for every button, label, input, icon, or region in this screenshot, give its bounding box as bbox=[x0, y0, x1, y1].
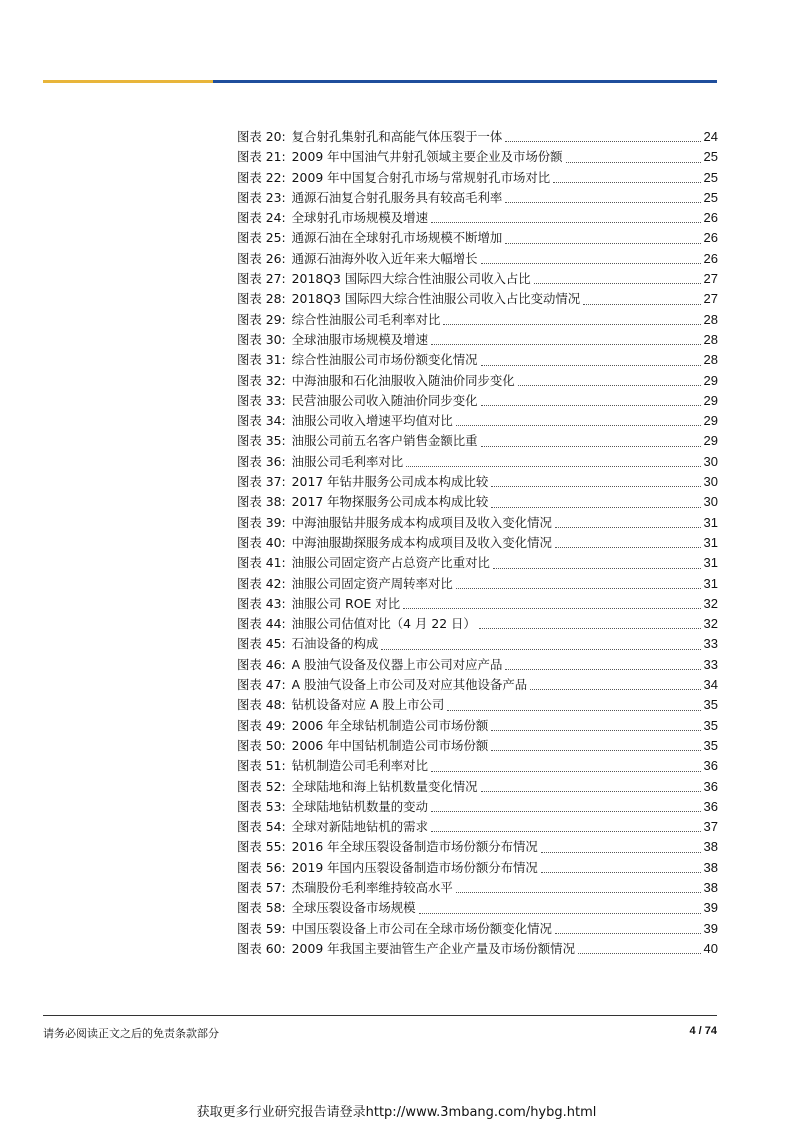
toc-entry-page: 31 bbox=[703, 534, 718, 550]
toc-entry-page: 36 bbox=[703, 758, 718, 774]
toc-entry-page: 26 bbox=[703, 250, 718, 266]
toc-entry-title: 全球压裂设备市场规模 bbox=[291, 900, 416, 916]
toc-entry[interactable] bbox=[237, 655, 718, 675]
toc-entry[interactable] bbox=[237, 797, 718, 817]
toc-entry-page: 35 bbox=[703, 697, 718, 713]
toc-entry[interactable] bbox=[237, 614, 718, 634]
toc-entry-label: 图表 56: bbox=[237, 859, 286, 875]
toc-entry-label: 图表 52: bbox=[237, 778, 286, 794]
toc-entry[interactable] bbox=[237, 837, 718, 857]
toc-dot-leader bbox=[541, 871, 701, 873]
toc-entry-page: 39 bbox=[703, 920, 718, 936]
toc-entry-title: 综合性油服公司市场份额变化情况 bbox=[291, 352, 478, 368]
toc-entry-page: 31 bbox=[703, 514, 718, 530]
toc-entry-page: 30 bbox=[703, 453, 718, 469]
toc-dot-leader bbox=[431, 810, 701, 812]
toc-entry-page: 32 bbox=[703, 595, 718, 611]
toc-dot-leader bbox=[566, 161, 701, 163]
toc-entry-title: 复合射孔集射孔和高能气体压裂于一体 bbox=[291, 129, 503, 144]
toc-entry-title: 通源石油海外收入近年来大幅增长 bbox=[291, 250, 478, 266]
toc-entry[interactable] bbox=[237, 898, 718, 918]
toc-entry-title: 通源石油在全球射孔市场规模不断增加 bbox=[291, 230, 503, 246]
toc-entry-label: 图表 30: bbox=[237, 331, 286, 347]
toc-dot-leader bbox=[505, 201, 700, 203]
toc-entry-title: 石油设备的构成 bbox=[291, 636, 379, 652]
toc-dot-leader bbox=[431, 830, 701, 832]
toc-entry-title: 2019 年国内压裂设备制造市场份额分布情况 bbox=[291, 859, 538, 875]
toc-entry-label: 图表 51: bbox=[237, 758, 286, 774]
toc-entry-title: 中海油服和石化油服收入随油价同步变化 bbox=[291, 372, 515, 388]
toc-entry-page: 29 bbox=[703, 433, 718, 449]
toc-entry-title: 2009 年中国复合射孔市场与常规射孔市场对比 bbox=[291, 169, 551, 185]
toc-entry[interactable] bbox=[237, 371, 718, 391]
toc-entry-page: 37 bbox=[703, 819, 718, 835]
toc-entry-label: 图表 43: bbox=[237, 595, 286, 611]
promo-link-text[interactable]: 获取更多行业研究报告请登录http://www.3mbang.com/hybg.html bbox=[196, 1105, 597, 1120]
toc-dot-leader bbox=[505, 242, 700, 244]
toc-entry-title: 2018Q3 国际四大综合性油服公司收入占比 bbox=[291, 271, 531, 287]
toc-entry-page: 29 bbox=[703, 372, 718, 388]
toc-entry[interactable] bbox=[237, 634, 718, 654]
toc-entry-title: 中国压裂设备上市公司在全球市场份额变化情况 bbox=[291, 920, 552, 936]
toc-entry-title: A 股油气设备及仪器上市公司对应产品 bbox=[291, 656, 503, 672]
toc-entry[interactable] bbox=[237, 127, 718, 147]
toc-entry-label: 图表 50: bbox=[237, 737, 286, 753]
toc-entry-title: 油服公司固定资产占总资产比重对比 bbox=[291, 555, 490, 571]
toc-dot-leader bbox=[555, 932, 701, 934]
toc-entry-label: 图表 23: bbox=[237, 189, 286, 205]
toc-entry[interactable] bbox=[237, 756, 718, 776]
toc-entry-title: 全球陆地钻机数量的变动 bbox=[291, 798, 428, 814]
toc-entry-page: 33 bbox=[703, 656, 718, 672]
toc-entry-page: 25 bbox=[703, 149, 718, 165]
toc-entry-label: 图表 29: bbox=[237, 311, 286, 327]
toc-dot-leader bbox=[447, 709, 700, 711]
toc-dot-leader bbox=[481, 790, 701, 792]
toc-entry-title: 中海油服钻井服务成本构成项目及收入变化情况 bbox=[291, 514, 552, 530]
toc-dot-leader bbox=[403, 607, 700, 609]
toc-entry-page: 25 bbox=[703, 189, 718, 205]
toc-entry-title: 民营油服公司收入随油价同步变化 bbox=[291, 392, 478, 408]
toc-dot-leader bbox=[456, 424, 701, 426]
toc-dot-leader bbox=[431, 770, 701, 772]
toc-entry[interactable] bbox=[237, 878, 718, 898]
toc-entry[interactable] bbox=[237, 594, 718, 614]
toc-entry-page: 29 bbox=[703, 392, 718, 408]
toc-entry-label: 图表 34: bbox=[237, 413, 286, 429]
toc-entry[interactable] bbox=[237, 695, 718, 715]
toc-entry[interactable] bbox=[237, 208, 718, 228]
toc-entry-title: 钻机设备对应 A 股上市公司 bbox=[291, 697, 445, 713]
toc-entry-label: 图表 21: bbox=[237, 149, 286, 165]
toc-entry-page: 26 bbox=[703, 210, 718, 226]
toc-entry-label: 图表 22: bbox=[237, 169, 286, 185]
toc-entry[interactable] bbox=[237, 350, 718, 370]
toc-dot-leader bbox=[491, 749, 700, 751]
toc-dot-leader bbox=[583, 303, 700, 305]
toc-dot-leader bbox=[555, 546, 701, 548]
page-indicator: 4 / 74 bbox=[689, 1025, 717, 1037]
toc-entry[interactable] bbox=[237, 147, 718, 167]
toc-entry-label: 图表 53: bbox=[237, 798, 286, 814]
toc-entry-page: 36 bbox=[703, 798, 718, 814]
toc-entry-page: 39 bbox=[703, 900, 718, 916]
toc-entry-title: 油服公司固定资产周转率对比 bbox=[291, 575, 453, 591]
toc-entry-title: 通源石油复合射孔服务具有较高毛利率 bbox=[291, 189, 503, 205]
toc-entry-page: 40 bbox=[703, 940, 718, 956]
toc-entry-title: 全球油服市场规模及增速 bbox=[291, 331, 428, 347]
toc-dot-leader bbox=[518, 384, 701, 386]
toc-dot-leader bbox=[381, 648, 700, 650]
toc-entry-page: 38 bbox=[703, 839, 718, 855]
toc-dot-leader bbox=[491, 729, 700, 731]
toc-entry[interactable] bbox=[237, 777, 718, 797]
toc-entry[interactable] bbox=[237, 574, 718, 594]
toc-entry-label: 图表 45: bbox=[237, 636, 286, 652]
toc-entry-page: 31 bbox=[703, 555, 718, 571]
toc-entry[interactable] bbox=[237, 249, 718, 269]
toc-dot-leader bbox=[456, 891, 701, 893]
toc-dot-leader bbox=[491, 506, 700, 508]
toc-entry-title: 2017 年物探服务公司成本构成比较 bbox=[291, 494, 489, 510]
toc-entry-title: 全球陆地和海上钻机数量变化情况 bbox=[291, 778, 478, 794]
toc-entry-page: 30 bbox=[703, 494, 718, 510]
toc-entry[interactable] bbox=[237, 411, 718, 431]
toc-entry-title: 油服公司估值对比（4 月 22 日） bbox=[291, 616, 476, 632]
toc-entry[interactable] bbox=[237, 310, 718, 330]
toc-entry-page: 28 bbox=[703, 311, 718, 327]
toc-entry-title: 油服公司毛利率对比 bbox=[291, 453, 404, 469]
toc-entry[interactable] bbox=[237, 533, 718, 553]
toc-entry[interactable] bbox=[237, 736, 718, 756]
toc-dot-leader bbox=[493, 567, 701, 569]
toc-entry[interactable] bbox=[237, 188, 718, 208]
toc-entry-label: 图表 24: bbox=[237, 210, 286, 226]
toc-entry-page: 33 bbox=[703, 636, 718, 652]
toc-entry-title: 2017 年钻井服务公司成本构成比较 bbox=[291, 474, 489, 490]
toc-dot-leader bbox=[555, 526, 701, 528]
toc-dot-leader bbox=[553, 181, 700, 183]
toc-entry-label: 图表 37: bbox=[237, 474, 286, 490]
toc-dot-leader bbox=[505, 140, 700, 142]
toc-entry-label: 图表 36: bbox=[237, 453, 286, 469]
toc-entry-page: 38 bbox=[703, 879, 718, 895]
toc-dot-leader bbox=[419, 912, 701, 914]
toc-entry[interactable] bbox=[237, 919, 718, 939]
toc-entry-label: 图表 57: bbox=[237, 879, 286, 895]
footer-rule bbox=[43, 1015, 717, 1016]
toc-entry-label: 图表 60: bbox=[237, 940, 286, 956]
toc-entry[interactable] bbox=[237, 168, 718, 188]
toc-dot-leader bbox=[530, 688, 700, 690]
toc-dot-leader bbox=[491, 485, 700, 487]
toc-entry-page: 26 bbox=[703, 230, 718, 246]
toc-entry-label: 图表 28: bbox=[237, 291, 286, 307]
toc-entry-label: 图表 41: bbox=[237, 555, 286, 571]
toc-entry-page: 27 bbox=[703, 271, 718, 287]
toc-entry-page: 27 bbox=[703, 291, 718, 307]
toc-entry-label: 图表 40: bbox=[237, 534, 286, 550]
toc-dot-leader bbox=[406, 465, 700, 467]
toc-dot-leader bbox=[443, 323, 700, 325]
toc-entry-page: 32 bbox=[703, 616, 718, 632]
toc-entry-title: 2009 年我国主要油管生产企业产量及市场份额情况 bbox=[291, 940, 575, 956]
toc-entry-title: 2018Q3 国际四大综合性油服公司收入占比变动情况 bbox=[291, 291, 581, 307]
toc-entry-label: 图表 49: bbox=[237, 717, 286, 733]
toc-dot-leader bbox=[578, 952, 701, 954]
toc-entry-label: 图表 54: bbox=[237, 819, 286, 835]
toc-entry-title: 2006 年全球钻机制造公司市场份额 bbox=[291, 717, 489, 733]
toc-entry-title: 全球射孔市场规模及增速 bbox=[291, 210, 428, 226]
toc-entry-title: 杰瑞股份毛利率维持较高水平 bbox=[291, 879, 453, 895]
toc-dot-leader bbox=[481, 404, 701, 406]
toc-entry-page: 25 bbox=[703, 169, 718, 185]
toc-entry[interactable] bbox=[237, 513, 718, 533]
toc-dot-leader bbox=[481, 445, 701, 447]
toc-entry-page: 28 bbox=[703, 331, 718, 347]
toc-dot-leader bbox=[479, 627, 701, 629]
toc-entry-label: 图表 39: bbox=[237, 514, 286, 530]
toc-entry-title: 2009 年中国油气井射孔领域主要企业及市场份额 bbox=[291, 149, 563, 165]
toc-entry[interactable] bbox=[237, 269, 718, 289]
toc-entry-label: 图表 20: bbox=[237, 129, 286, 144]
toc-entry[interactable] bbox=[237, 939, 718, 959]
toc-entry-page: 28 bbox=[703, 352, 718, 368]
toc-entry[interactable] bbox=[237, 289, 718, 309]
toc-entry-title: 2016 年全球压裂设备制造市场份额分布情况 bbox=[291, 839, 538, 855]
toc-entry-label: 图表 31: bbox=[237, 352, 286, 368]
toc-entry-label: 图表 47: bbox=[237, 677, 286, 693]
toc-entry[interactable] bbox=[237, 716, 718, 736]
toc-entry-label: 图表 35: bbox=[237, 433, 286, 449]
toc-dot-leader bbox=[505, 668, 700, 670]
toc-entry[interactable] bbox=[237, 330, 718, 350]
toc-entry-label: 图表 38: bbox=[237, 494, 286, 510]
toc-entry-title: 油服公司收入增速平均值对比 bbox=[291, 413, 453, 429]
figure-index-list bbox=[237, 127, 718, 959]
toc-entry-label: 图表 26: bbox=[237, 250, 286, 266]
toc-entry-label: 图表 58: bbox=[237, 900, 286, 916]
toc-entry[interactable] bbox=[237, 228, 718, 248]
toc-dot-leader bbox=[534, 282, 701, 284]
toc-entry-label: 图表 55: bbox=[237, 839, 286, 855]
toc-entry-page: 38 bbox=[703, 859, 718, 875]
toc-entry-page: 36 bbox=[703, 778, 718, 794]
toc-entry[interactable] bbox=[237, 675, 718, 695]
toc-entry-label: 图表 48: bbox=[237, 697, 286, 713]
toc-entry-title: 中海油服勘探服务成本构成项目及收入变化情况 bbox=[291, 534, 552, 550]
toc-entry-title: 2006 年中国钻机制造公司市场份额 bbox=[291, 737, 489, 753]
toc-entry-label: 图表 27: bbox=[237, 271, 286, 287]
toc-entry-title: 钻机制造公司毛利率对比 bbox=[291, 758, 428, 774]
toc-entry-label: 图表 44: bbox=[237, 616, 286, 632]
toc-entry[interactable] bbox=[237, 472, 718, 492]
toc-entry-label: 图表 25: bbox=[237, 230, 286, 246]
toc-entry-label: 图表 42: bbox=[237, 575, 286, 591]
toc-entry[interactable] bbox=[237, 391, 718, 411]
toc-entry[interactable] bbox=[237, 452, 718, 472]
toc-dot-leader bbox=[481, 262, 701, 264]
header-rule-blue bbox=[213, 80, 717, 83]
toc-entry-page: 35 bbox=[703, 737, 718, 753]
toc-entry[interactable] bbox=[237, 431, 718, 451]
toc-dot-leader bbox=[431, 343, 701, 345]
toc-entry-title: 综合性油服公司毛利率对比 bbox=[291, 311, 441, 327]
toc-entry[interactable] bbox=[237, 553, 718, 573]
toc-dot-leader bbox=[481, 364, 701, 366]
toc-entry-page: 29 bbox=[703, 413, 718, 429]
toc-entry-title: 油服公司 ROE 对比 bbox=[291, 595, 401, 611]
toc-entry-page: 31 bbox=[703, 575, 718, 591]
footer-disclaimer: 请务必阅读正文之后的免责条款部分 bbox=[43, 1027, 219, 1040]
toc-entry-page: 24 bbox=[703, 129, 718, 144]
toc-entry-page: 30 bbox=[703, 474, 718, 490]
toc-entry-label: 图表 46: bbox=[237, 656, 286, 672]
toc-dot-leader bbox=[541, 851, 701, 853]
toc-dot-leader bbox=[431, 221, 701, 223]
toc-entry-page: 35 bbox=[703, 717, 718, 733]
toc-entry-page: 34 bbox=[703, 677, 718, 693]
toc-entry-title: A 股油气设备上市公司及对应其他设备产品 bbox=[291, 677, 528, 693]
toc-entry[interactable] bbox=[237, 492, 718, 512]
toc-entry[interactable] bbox=[237, 817, 718, 837]
toc-entry[interactable] bbox=[237, 858, 718, 878]
toc-entry-title: 全球对新陆地钻机的需求 bbox=[291, 819, 428, 835]
toc-entry-label: 图表 59: bbox=[237, 920, 286, 936]
toc-entry-label: 图表 33: bbox=[237, 392, 286, 408]
toc-dot-leader bbox=[456, 587, 701, 589]
header-rule-gold bbox=[43, 80, 213, 83]
toc-entry-title: 油服公司前五名客户销售金额比重 bbox=[291, 433, 478, 449]
toc-entry-label: 图表 32: bbox=[237, 372, 286, 388]
